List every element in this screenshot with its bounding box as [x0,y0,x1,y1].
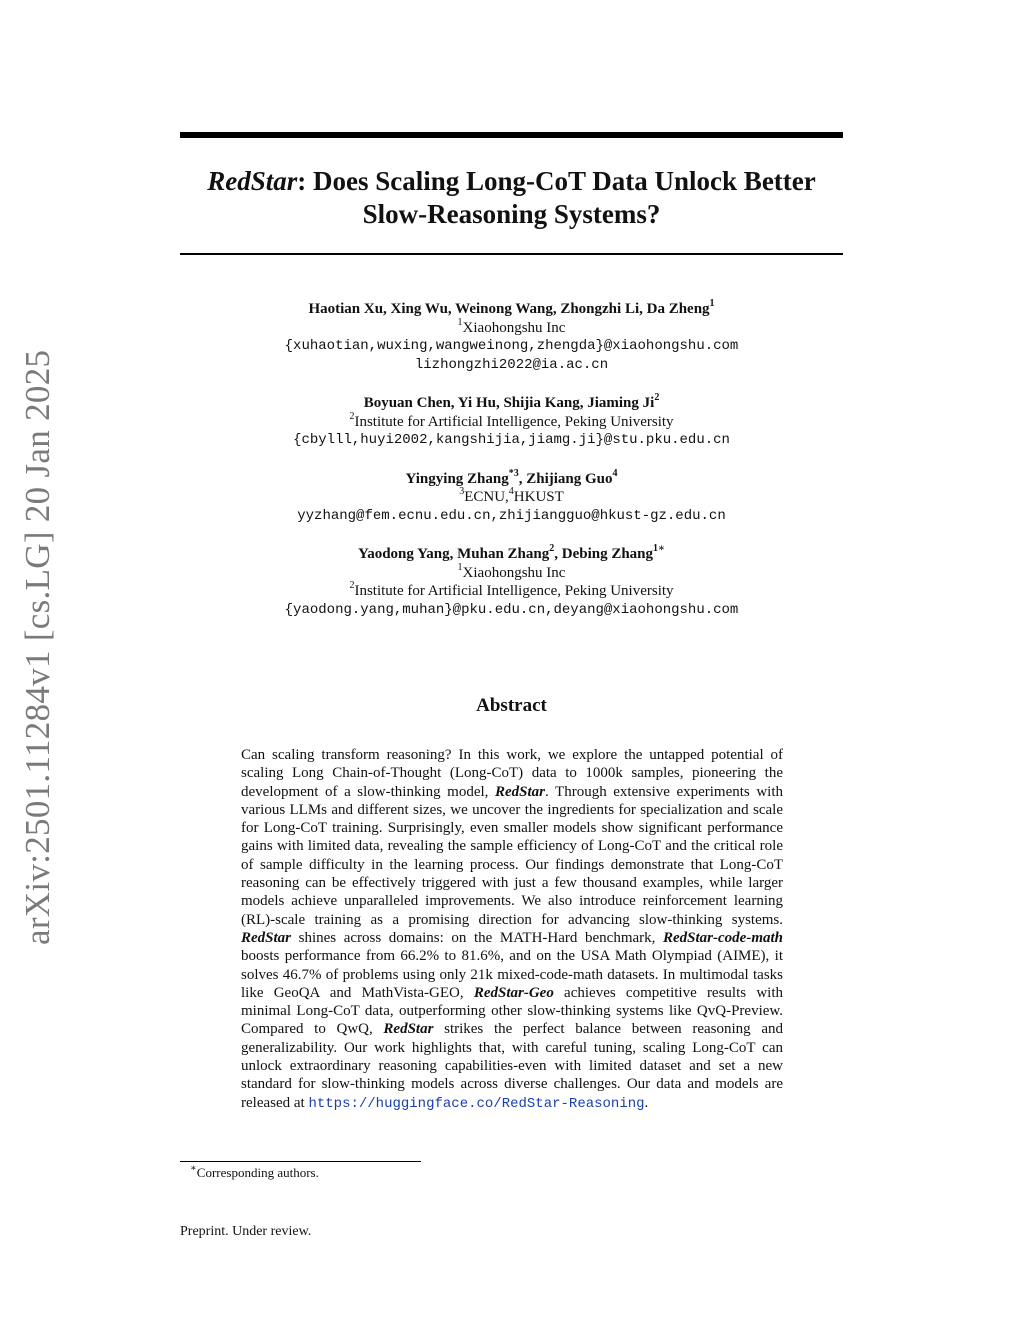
abstract-text: Can scaling transform reasoning? In this work, we explore the untapped potential of scaling Long Chain-of-Thought (Long-CoT) data to 1000k samples, pioneering the development of a slow-thinking model, RedStar. Through extensive experiments with various LLMs and different sizes, we uncover the ingredients for specialization and scale for Long-CoT training. Surprisingly, even smaller models show significant performance gains with limited data, revealing the sample efficiency of Long-CoT and the critical role of sample difficulty in the learning process. Our findings demonstrate that Long-CoT reasoning can be effectively triggered with just a few thousand examples, while larger models achieve unparalleled improvements. We also introduce reinforcement learning (RL)-scale training as a promising direction for advancing slow-thinking systems. RedStar shines across domains: on the MATH-Hard benchmark, RedStar-code-math boosts performance from 66.2% to 81.6%, and on the USA Math Olympiad (AIME), it solves 46.7% of problems using only 21k mixed-code-math datasets. In multimodal tasks like GeoQA and MathVista-GEO, RedStar-Geo achieves competitive results with minimal Long-CoT data, outperforming other slow-thinking systems like QvQ-Preview. Compared to QwQ, RedStar strikes the perfect balance between reasoning and generalizability. Our work highlights that, with careful tuning, scaling Long-CoT can unlock extraordinary reasoning capabilities-even with limited dataset and set a new standard for slow-thinking models across diverse challenges. Our data and models are released at https://huggingface.co/RedStar-Reasoning. [241,747,783,1112]
title-line-2: Slow-Reasoning Systems? [362,199,661,229]
model-name: RedStar-Geo [473,984,554,1001]
affiliation: $^1$Xiaohongshu Inc [457,561,566,581]
title-rule-bottom [180,253,843,255]
affiliation: $^3$ECNU,$^4$HKUST [459,486,564,505]
model-name: RedStar [383,1021,434,1038]
author-block [180,300,843,374]
author-email: yyzhang@fem.ecnu.edu.cn,zhijiangguo@hkust-gz.edu.cn [297,507,726,524]
footnote [190,1162,319,1181]
author-names: Yaodong Yang, Muhan Zhang$^2$, Debing Zhang$^{1∗}$ [358,543,665,562]
author-email: {xuhaotian,wuxing,wangweinong,zhengda}@xiaohongshu.com [284,338,739,354]
author-email: lizhongzhi2022@ia.ac.cn [414,356,609,373]
author-names: Yingying Zhang$^{*3}$, Zhijiang Guo$^4$ [405,467,618,487]
title-line-1: : Does Scaling Long-CoT Data Unlock Better [297,166,816,196]
author-email: {yaodong.yang,muhan}@pku.edu.cn,deyang@xiaohongshu.com [284,601,739,618]
affiliation: $^1$Xiaohongshu Inc [457,316,566,336]
title-emphasis: RedStar [207,166,298,196]
author-names: Haotian Xu, Xing Wu, Weinong Wang, Zhongzhi Li, Da Zheng$^1$ [308,298,715,317]
arxiv-identifier: arXiv:2501.11284v1 [cs.LG] 20 Jan 2025 [18,349,57,945]
author-names: Boyuan Chen, Yi Hu, Shijia Kang, Jiaming Ji$^2$ [363,392,660,411]
affiliation: $^2$Institute for Artificial Intelligence, Peking University [349,580,674,599]
author-block [180,467,843,526]
preprint-notice: Preprint. Under review. [180,1224,312,1239]
affiliation: $^2$Institute for Artificial Intelligence, Peking University [349,410,674,430]
author-block [180,545,843,619]
author-section [180,300,843,639]
model-name: RedStar [241,929,292,946]
title-rule-top [180,132,843,138]
model-name: RedStar-code-math [663,929,783,946]
author-email: {cbylll,huyi2002,kangshijia,jiamg.ji}@stu.pku.edu.cn [293,432,730,448]
paper-title [180,165,843,231]
huggingface-link[interactable]: https://huggingface.co/RedStar-Reasoning [308,1095,645,1112]
footnote-text: Corresponding authors. [196,1165,319,1180]
author-block [180,394,843,450]
abstract-heading: Abstract [476,695,547,716]
model-name: RedStar [494,783,545,800]
footnote-mark: ∗ [190,1162,197,1174]
footnote-rule [180,1161,421,1162]
